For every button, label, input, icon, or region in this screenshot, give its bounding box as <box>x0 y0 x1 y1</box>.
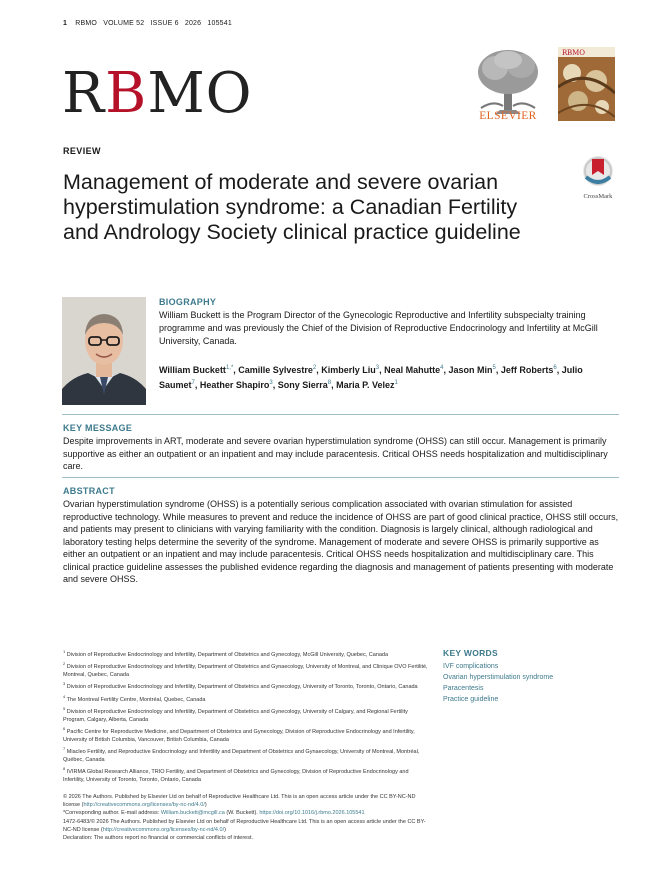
affiliation-item: $^5$ Division of Reproductive Endocrinology and Infertility, Department of Obstetrics and Gynecology, University of Calgary, and Regional Fertility Program, Calgary, Alberta, Canada <box>63 706 408 723</box>
publisher-name: ELSEVIER <box>479 110 537 122</box>
affiliation-item: $^1$ Division of Reproductive Endocrinology and Infertility, Department of Obstetrics and Gynecology, McGill University, Quebec, Canada <box>63 649 389 658</box>
svg-text:BMO: BMO <box>567 49 586 57</box>
keywords-heading: KEY WORDS <box>443 648 498 658</box>
abstract-text: Ovarian hyperstimulation syndrome (OHSS) is a potentially serious complication associated with ovarian stimulation for assisted reproductive technology. While measures to prevent and reduce the incidence of OHSS are part of good clinical practice, OHSS still occurs, and patients may present to clinicians with varying familiarity with the condition. Diagnosis is largely clinical, although radiological and laboratory testing helps determine the severity of the syndrome. Management of moderate and severe OHSS is primarily supportive as either an outpatient or an inpatient and may include paracentesis. Critical OHSS needs hospitalization and multidisciplinary care. This clinical practice guideline assesses the published evidence regarding the diagnosis and management of patients presenting with moderate and severe OHSS. <box>63 499 619 584</box>
keywords-list <box>443 661 553 705</box>
corresponding-author-note: *Corresponding author. E-mail address: William.buckett@mcgill.ca (W. Buckett). https://doi.org/10.1016/j.rbmo.2026.105541 <box>63 810 365 817</box>
affiliation-item: $^2$ Division of Reproductive Endocrinology and Infertility, Department of Obstetrics and Gynaecology, University of Montreal, and Clinique OVO Fertilité, Montreal, Quebec, Canada <box>63 661 428 678</box>
journal-logo <box>62 61 253 126</box>
crossmark-badge[interactable] <box>578 155 618 200</box>
issue: ISSUE 6 <box>150 20 179 27</box>
affiliations <box>63 648 428 785</box>
license-link[interactable]: http://creativecommons.org/licenses/by-nc-nd/4.0/ <box>83 802 205 809</box>
keyword-link[interactable]: Practice guideline <box>443 696 499 703</box>
affiliation-item: $^4$ The Montreal Fertility Centre, Montréal, Quebec, Canada <box>63 693 206 703</box>
affiliation-item: $^8$ IVIRMA Global Research Alliance, TRIO Fertility, and Department of Obstetrics and Gynecology, Division of Reproductive Endocrinology and Infertility, University of Toronto, Toronto, Ontario, Canada <box>63 766 409 783</box>
license-link[interactable]: http://creativecommons.org/licenses/by-nc-nd/4.0/ <box>102 826 225 833</box>
footnotes <box>63 793 428 842</box>
doi-link[interactable]: https://doi.org/10.1016/j.rbmo.2026.105541 <box>259 810 365 817</box>
email-link[interactable]: William.buckett@mcgill.ca <box>160 810 225 817</box>
year: 2026 <box>184 20 202 27</box>
article-title: Management of moderate and severe ovarian hyperstimulation syndrome: a Canadian Fertility and Andrology Society clinical practice guideline <box>63 170 521 244</box>
author: William Buckett$^{1,*}$, <box>159 365 239 375</box>
key-message-text: Despite improvements in ART, moderate and severe ovarian hyperstimulation syndrome (OHSS) can still occur. Management is primarily supportive as either an outpatient or an inpatient and may include paracentesis. Critical OHSS needs hospitalization and multidisciplinary care. <box>63 436 608 471</box>
biography-heading: BIOGRAPHY <box>159 297 217 307</box>
logo-letter-b: B <box>105 61 148 126</box>
page-number: 1 <box>63 20 68 27</box>
copyright-note: © 2026 The Authors. Published by Elsevier Ltd on behalf of Reproductive Healthcare Ltd. This is an open access article under the CC BY-NC-ND license (http://creativecommons.org/licenses/by-nc-nd/4.0/) <box>63 794 416 809</box>
author-list <box>159 362 619 392</box>
logo-letters-mo: MO <box>147 61 253 126</box>
svg-text:R: R <box>562 49 568 57</box>
affiliation-item: $^6$ Pacific Centre for Reproductive Medicine, and Department of Obstetrics and Gynecology, Division of Reproductive Endocrinology and Infertility, University of British Columbia, Vancouver, British Columbia, Canada <box>63 726 415 743</box>
section-divider <box>62 477 619 478</box>
affiliation-item: $^7$ Miacleo Fertility, and Reproductive Endocrinology and Infertility and Department of Obstetrics and Gynaecology, University of Montreal, Montréal, Québec, Canada <box>63 746 420 763</box>
issn-note: 1472-6483/© 2026 The Authors. Published by Elsevier Ltd on behalf of Reproductive Healthcare Ltd. This is an open access article under the CC BY-NC-ND license (http://creativecommons.org/licenses/by-nc-nd/4.0/) <box>63 818 426 833</box>
key-message-heading: KEY MESSAGE <box>63 423 133 433</box>
author: Sony Sierra$^8$, <box>277 380 337 390</box>
keyword-link[interactable]: Paracentesis <box>443 685 484 692</box>
crossmark-icon <box>578 155 618 189</box>
author: Maria P. Velez$^1$ <box>336 380 398 390</box>
author: Kimberly Liu$^3$, <box>321 365 385 375</box>
volume: VOLUME 52 <box>103 20 145 27</box>
affiliation-item: $^3$ Division of Reproductive Endocrinology and Infertility, Department of Obstetrics and Gynecology, University of Toronto, Toronto, Ontario, Canada <box>63 681 418 691</box>
article-number: 105541 <box>207 20 232 27</box>
author: Jason Min$^5$, <box>448 365 501 375</box>
abstract-heading: ABSTRACT <box>63 486 115 496</box>
logo-letter-r: R <box>62 61 106 126</box>
journal-abbrev: RBMO <box>75 20 98 27</box>
declaration-note: Declaration: The authors report no financial or commercial conflicts of interest. <box>63 835 254 842</box>
keyword-link[interactable]: IVF complications <box>443 663 499 670</box>
author-photo <box>62 297 146 405</box>
author: Jeff Roberts$^6$, <box>500 365 562 375</box>
keyword-link[interactable]: Ovarian hyperstimulation syndrome <box>443 674 554 681</box>
article-type-label: REVIEW <box>63 146 101 156</box>
author: Neal Mahutte$^4$, <box>384 365 449 375</box>
biography-text: William Buckett is the Program Director of the Gynecologic Reproductive and Infertility subspecialty training programme and was previously the Chief of the Division of Reproductive Endocrinology and Infertility at McGill University, Canada. <box>159 310 598 346</box>
author: Julio Saumet$^7$, <box>159 365 583 390</box>
section-divider <box>62 414 619 415</box>
author: Heather Shapiro$^3$, <box>199 380 278 390</box>
journal-cover-image <box>558 47 615 121</box>
running-head <box>63 20 236 27</box>
author: Camille Sylvestre$^2$, <box>238 365 322 375</box>
crossmark-label: CrossMark <box>583 193 613 200</box>
